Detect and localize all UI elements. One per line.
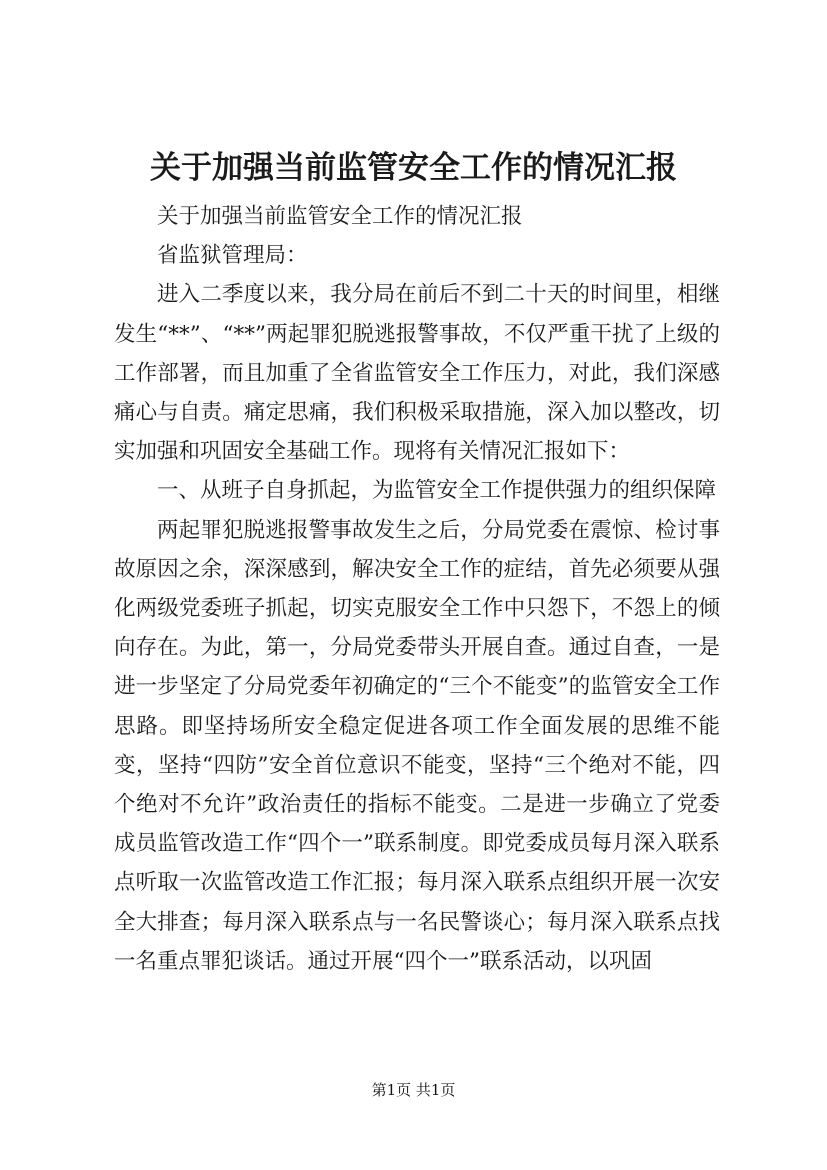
addressee: 省监狱管理局： [157, 243, 308, 269]
paragraph-intro: 进入二季度以来，我分局在前后不到二十天的时间里，相继发生“**”、“**”两起罪犯脱逃报警事故，不仅严重干扰了上级的工作部署，而且加重了全省监管安全工作压力，对此，我们深感痛心与自责。痛定思痛，我们积极采取措施，深入加以整改，切实加强和巩固安全基础工作。现将有关情况汇报如下： [114, 282, 720, 465]
document-title: 关于加强当前监管安全工作的情况汇报 [150, 150, 677, 186]
document-body [114, 197, 720, 981]
document-subtitle: 关于加强当前监管安全工作的情况汇报 [157, 204, 523, 229]
paragraph-section-1: 两起罪犯脱逃报警事故发生之后，分局党委在震惊、检讨事故原因之余，深深感到，解决安全工作的症结，首先必须要从强化两级党委班子抓起，切实克服安全工作中只怨下，不怨上的倾向存在。为此，第一，分局党委带头开展自查。通过自查，一是进一步坚定了分局党委年初确定的“三个不能变”的监管安全工作思路。即坚持场所安全稳定促进各项工作全面发展的思维不能变，坚持“四防”安全首位意识不能变，坚持“三个绝对不能，四个绝对不允许”政治责任的指标不能变。二是进一步确立了党委成员监管改造工作“四个一”联系制度。即党委成员每月深入联系点听取一次监管改造工作汇报；每月深入联系点组织开展一次安全大排查；每月深入联系点与一名民警谈心；每月深入联系点找一名重点罪犯谈话。通过开展“四个一”联系活动，以巩固 [114, 517, 720, 974]
section-heading-1: 一、从班子自身抓起，为监管安全工作提供强力的组织保障 [157, 478, 717, 504]
page-number-footer: 第1页 共1页 [371, 1081, 456, 1099]
